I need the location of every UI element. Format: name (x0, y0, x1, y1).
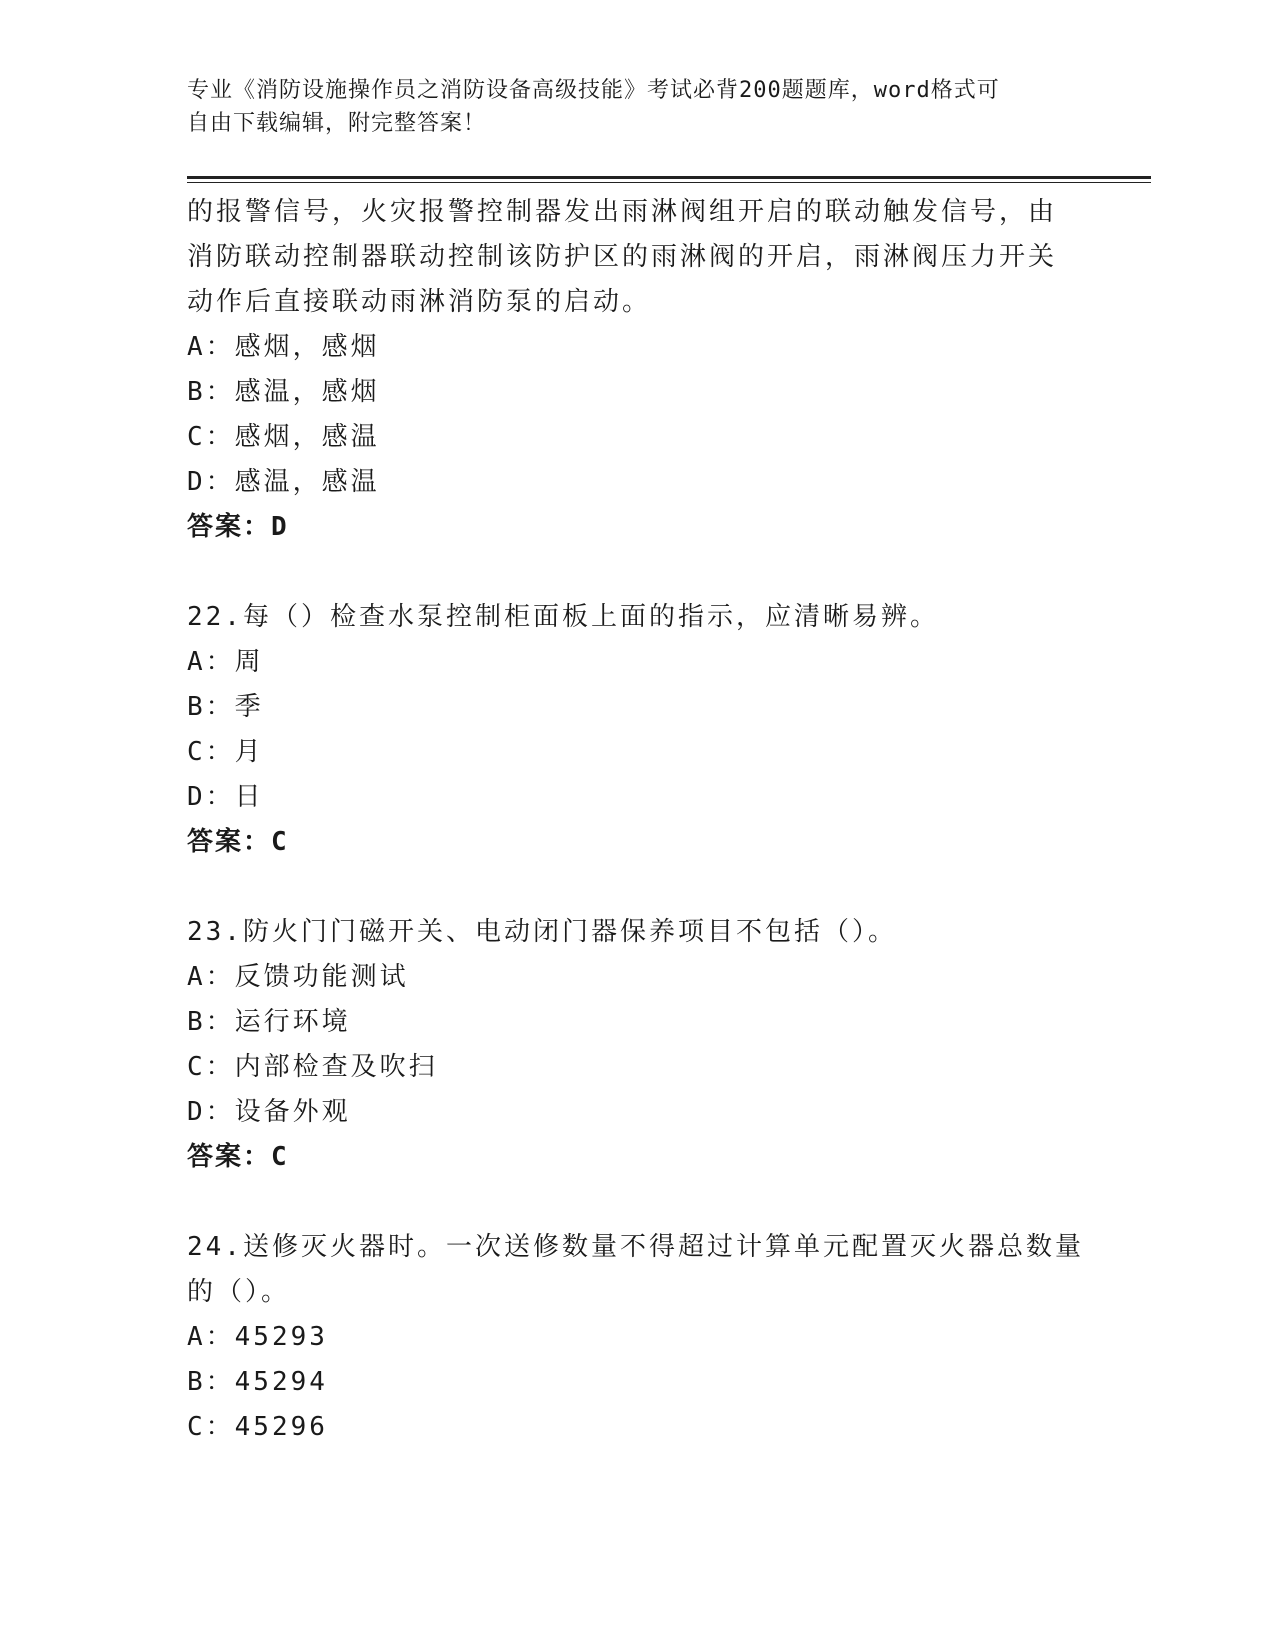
option-a: A：45293 (187, 1322, 328, 1352)
question-stem-line: 23.防火门门磁开关、电动闭门器保养项目不包括（）。 (187, 917, 897, 947)
option-b: B：运行环境 (187, 1007, 351, 1037)
answer-line: 答案：C (187, 827, 289, 857)
document-header (187, 74, 1087, 140)
header-divider-thin (187, 182, 1151, 183)
question-list (187, 190, 1087, 1450)
question-stem-line: 消防联动控制器联动控制该防护区的雨淋阀的开启，雨淋阀压力开关 (187, 242, 1058, 272)
option-c: C：内部检查及吹扫 (187, 1052, 438, 1082)
option-a: A：感烟，感烟 (187, 332, 380, 362)
question-stem-line: 22.每（）检查水泵控制柜面板上面的指示，应清晰易辨。 (187, 602, 939, 632)
header-line-1: 专业《消防设施操作员之消防设备高级技能》考试必背200题题库，word格式可 (187, 78, 1000, 103)
option-a: A：反馈功能测试 (187, 962, 409, 992)
question-stem-line: 动作后直接联动雨淋消防泵的启动。 (187, 287, 652, 317)
question-spacer (187, 550, 1087, 595)
question-22 (187, 595, 1087, 865)
option-b: B：感温，感烟 (187, 377, 380, 407)
option-b: B：季 (187, 692, 264, 722)
option-b: B：45294 (187, 1367, 328, 1397)
question-stem-line: 24.送修灭火器时。一次送修数量不得超过计算单元配置灭火器总数量 (187, 1232, 1084, 1262)
option-c: C：月 (187, 737, 264, 767)
option-d: D：感温，感温 (187, 467, 380, 497)
question-stem-line: 的报警信号，火灾报警控制器发出雨淋阀组开启的联动触发信号，由 (187, 197, 1058, 227)
answer-line: 答案：C (187, 1142, 289, 1172)
option-a: A：周 (187, 647, 264, 677)
option-d: D：设备外观 (187, 1097, 351, 1127)
answer-line: 答案：D (187, 512, 289, 542)
question-21 (187, 190, 1087, 550)
question-spacer (187, 1180, 1087, 1225)
header-line-2: 自由下载编辑，附完整答案！ (187, 111, 487, 136)
question-spacer (187, 865, 1087, 910)
option-c: C：感烟，感温 (187, 422, 380, 452)
question-stem-line: 的（）。 (187, 1277, 291, 1307)
header-divider-thick (187, 176, 1151, 179)
option-d: D：日 (187, 782, 264, 812)
question-23 (187, 910, 1087, 1180)
question-24 (187, 1225, 1087, 1450)
option-c: C：45296 (187, 1412, 328, 1442)
